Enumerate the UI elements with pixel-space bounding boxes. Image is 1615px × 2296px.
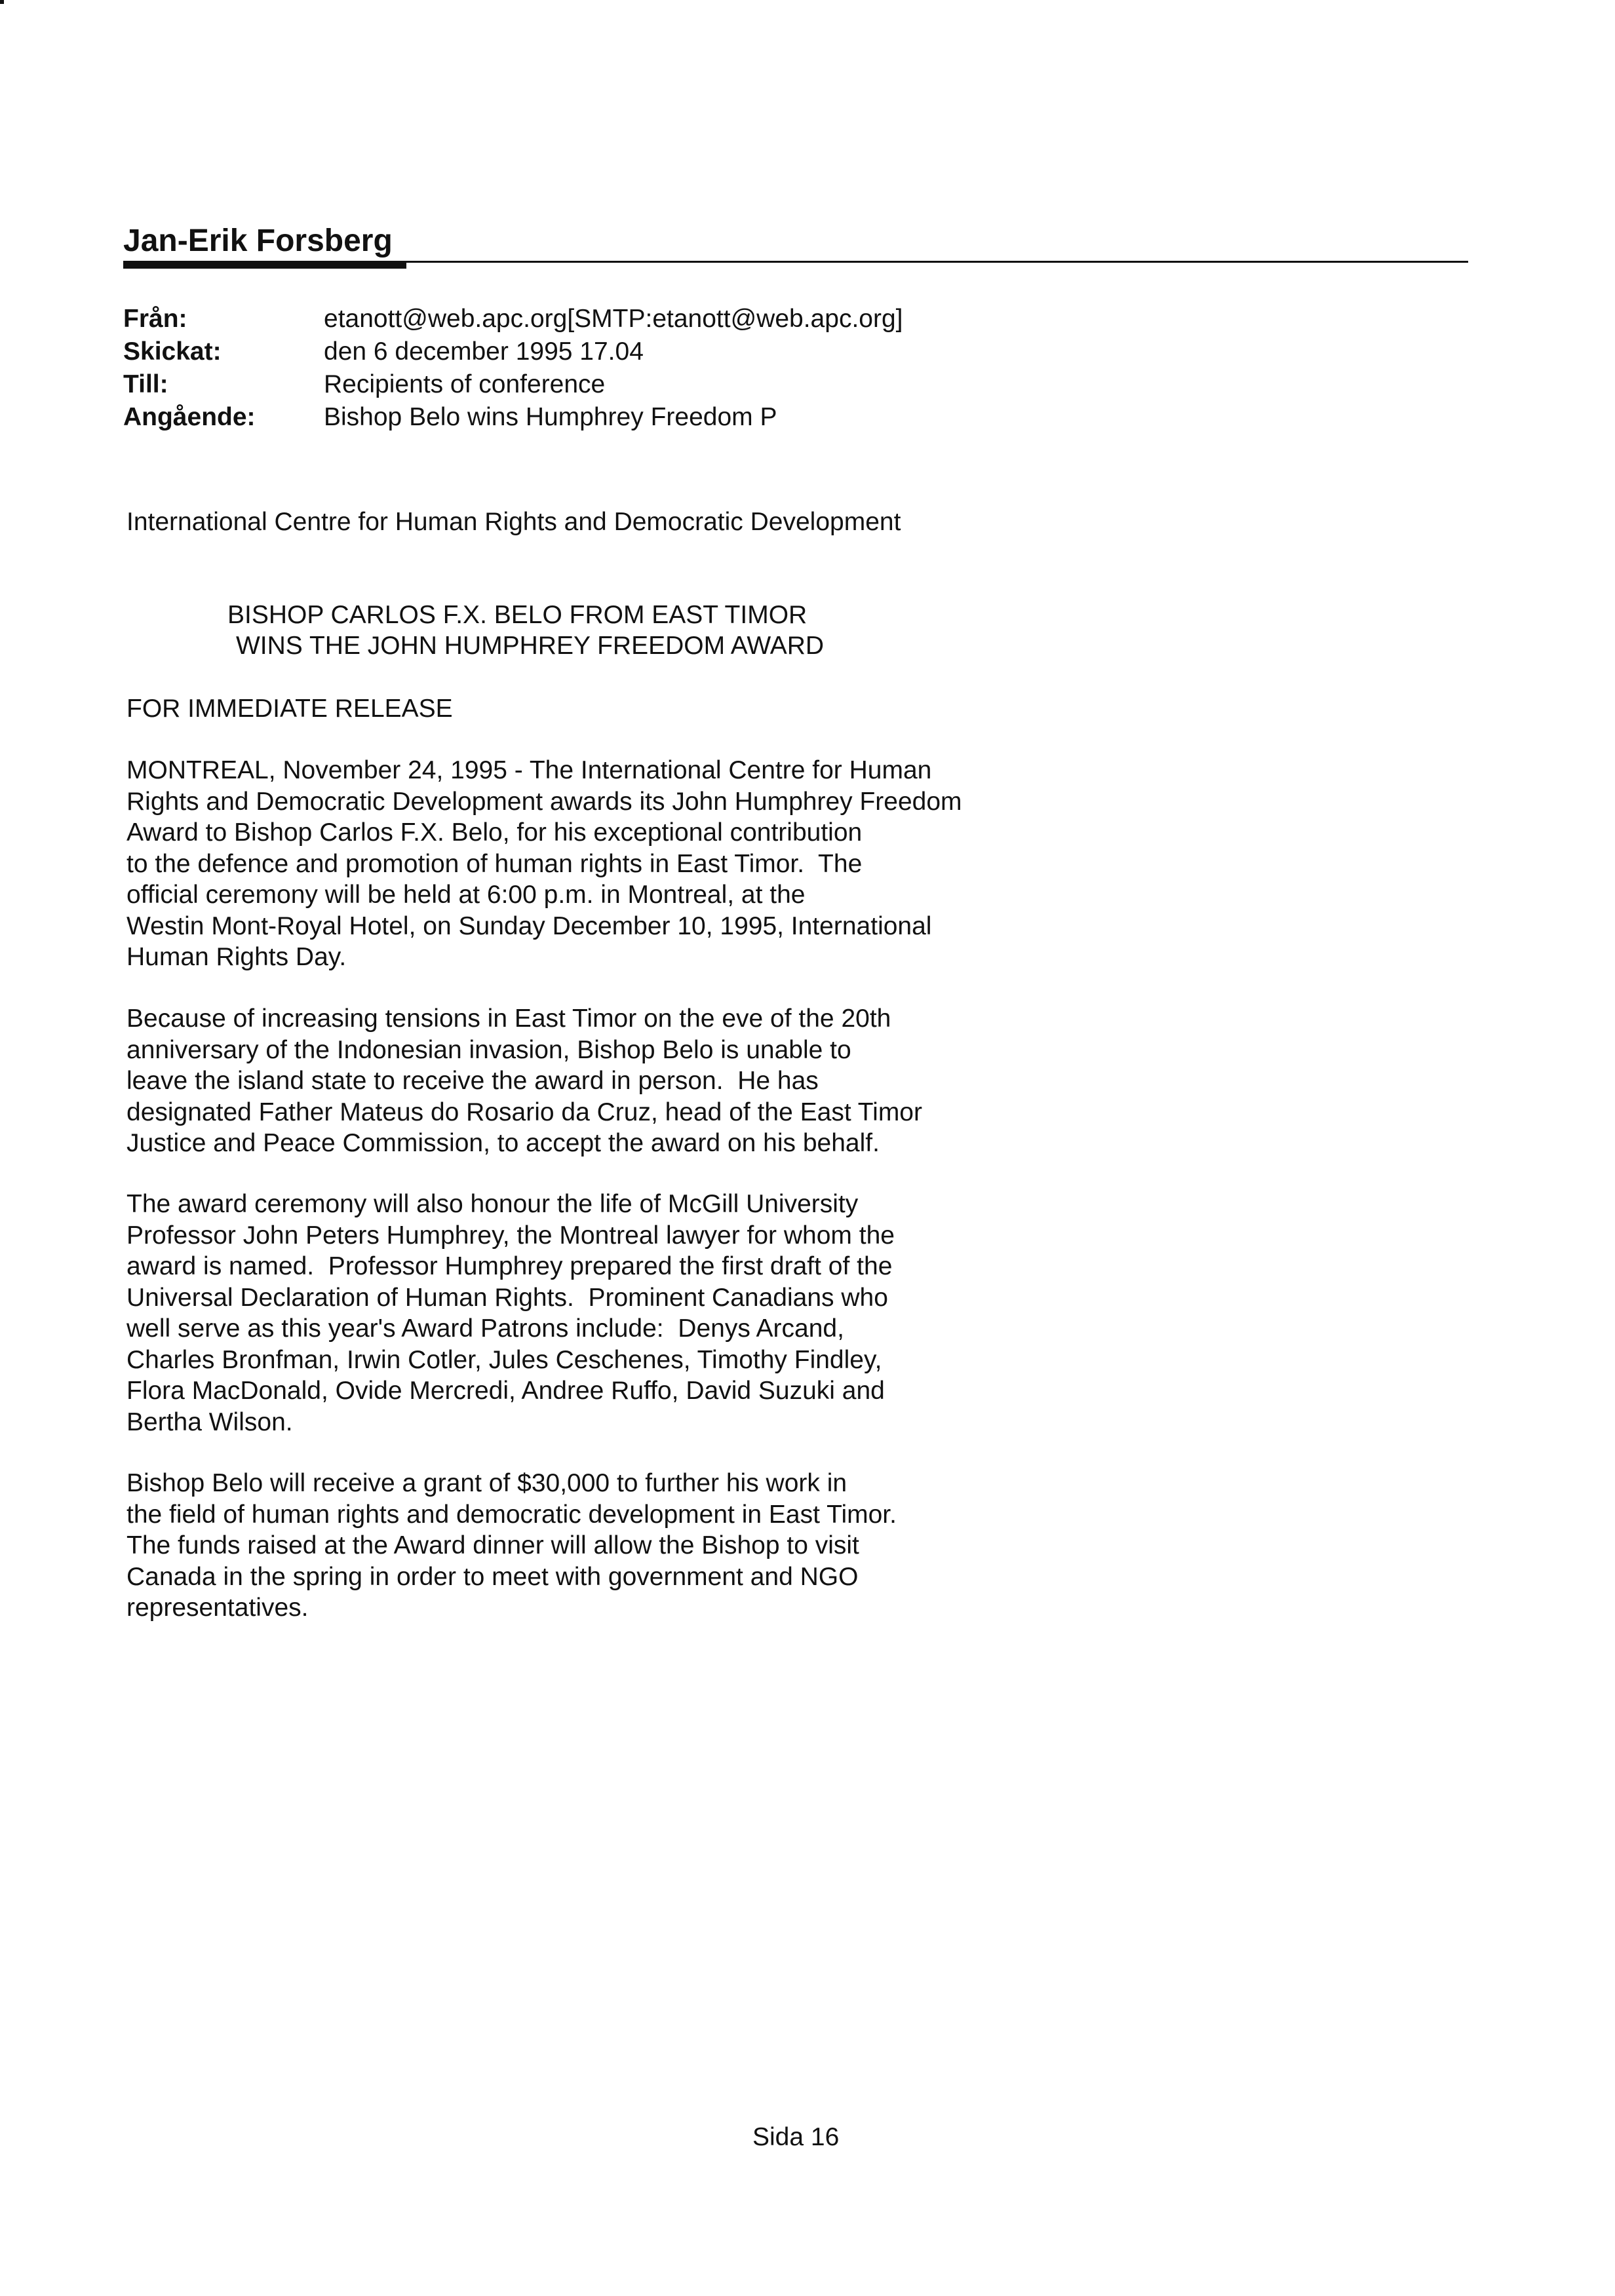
sender-name: Jan-Erik Forsberg — [123, 223, 393, 258]
meta-row-subject — [123, 401, 903, 434]
meta-label-to: Till: — [123, 370, 168, 398]
meta-value-from: etanott@web.apc.org[SMTP:etanott@web.apc.org] — [324, 305, 903, 333]
email-meta-table — [123, 303, 903, 434]
meta-row-sent — [123, 335, 903, 368]
headline-line-1: BISHOP CARLOS F.X. BELO FROM EAST TIMOR — [227, 601, 808, 629]
scan-mark — [0, 0, 4, 4]
meta-label-from: Från: — [123, 305, 187, 333]
organization-name: International Centre for Human Rights and Democratic Development — [126, 508, 901, 536]
body-paragraph-1: MONTREAL, November 24, 1995 - The International Centre for Human Rights and Democratic Development awards its John Humphrey Freedom Award to Bishop Carlos F.X. Belo, for his exceptional contribution to the defence and promotion of human rights in East Timor. The official ceremony will be held at 6:00 p.m. in Montreal, at the Westin Mont-Royal Hotel, on Sunday December 10, 1995, International Human Rights Day. — [126, 756, 962, 971]
meta-value-to: Recipients of conference — [324, 370, 606, 398]
body-paragraph-4: Bishop Belo will receive a grant of $30,000 to further his work in the field of human rights and democratic development in East Timor. The funds raised at the Award dinner will allow the Bishop to visit Canada in the spring in order to meet with government and NGO representatives. — [126, 1469, 897, 1622]
headline-line-2: WINS THE JOHN HUMPHREY FREEDOM AWARD — [236, 632, 825, 660]
meta-row-from — [123, 303, 903, 335]
meta-label-sent: Skickat: — [123, 337, 222, 366]
body-paragraph-2: Because of increasing tensions in East Timor on the eve of the 20th anniversary of the Indonesian invasion, Bishop Belo is unable to leave the island state to receive the award in person. He has designated Father Mateus do Rosario da Cruz, head of the East Timor Justice and Peace Commission, to accept the award on his behalf. — [126, 1004, 922, 1157]
meta-row-to — [123, 368, 903, 401]
page-number: Sida 16 — [752, 2123, 840, 2151]
release-note: FOR IMMEDIATE RELEASE — [126, 695, 453, 723]
meta-value-sent: den 6 december 1995 17.04 — [324, 337, 644, 366]
body-paragraph-3: The award ceremony will also honour the life of McGill University Professor John Peters Humphrey, the Montreal lawyer for whom the award is named. Professor Humphrey prepared the first draft of the Universal Declaration of Human Rights. Prominent Canadians who well serve as this year's Award Patrons include: Denys Arcand, Charles Bronfman, Irwin Cotler, Jules Ceschenes, Timothy Findley, Flora MacDonald, Ovide Mercredi, Andree Ruffo, David Suzuki and Bertha Wilson. — [126, 1190, 895, 1436]
meta-value-subject: Bishop Belo wins Humphrey Freedom P — [324, 403, 777, 431]
sender-underline — [123, 261, 406, 269]
header-rule — [406, 261, 1468, 263]
meta-label-subject: Angående: — [123, 403, 256, 431]
